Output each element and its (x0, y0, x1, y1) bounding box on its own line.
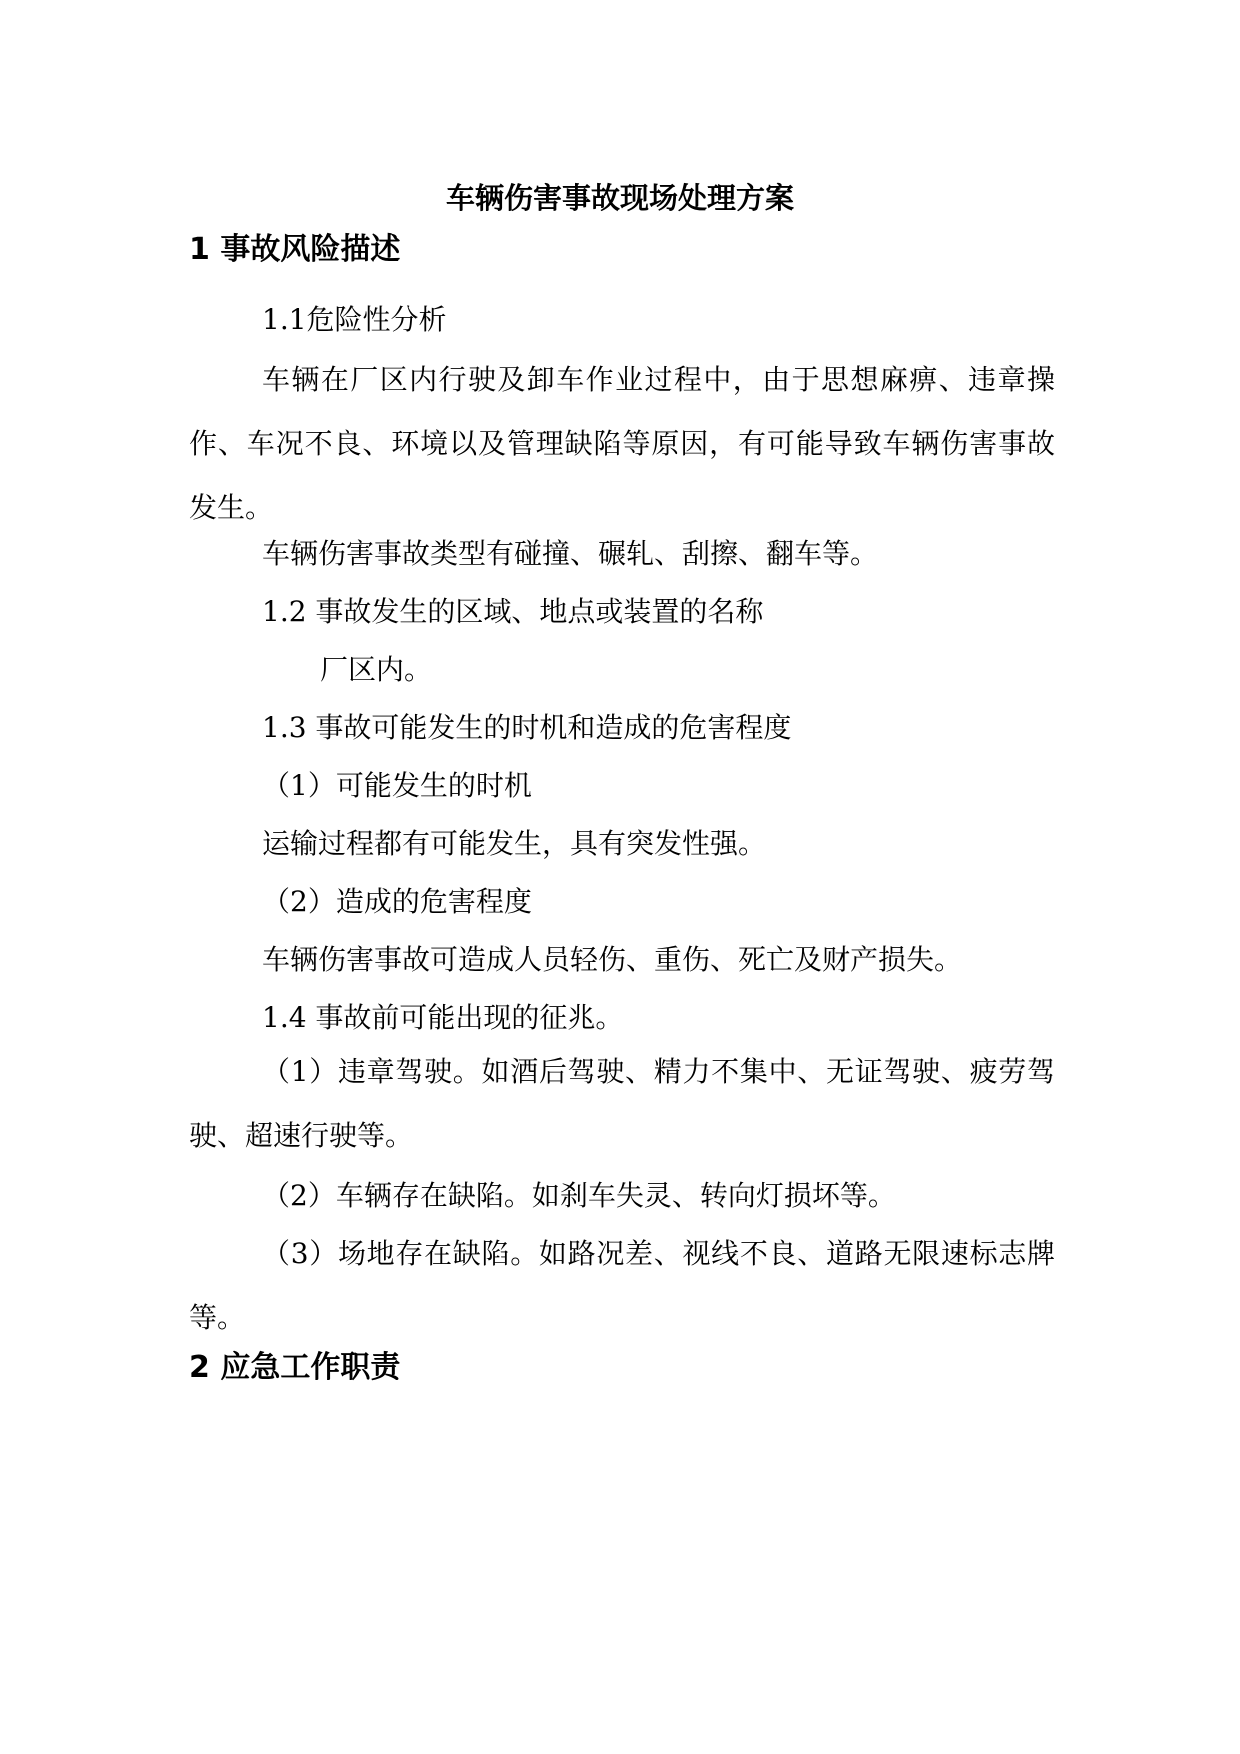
section-1-3-sub-1-text: 运输过程都有可能发生，具有突发性强。 (262, 827, 767, 860)
section-1-3-subheading-1: （1）可能发生的时机 (262, 769, 532, 802)
section-1-3-subheading-2: （2）造成的危害程度 (262, 885, 532, 918)
section-1-1-paragraph-1: 车辆在厂区内行驶及卸车作业过程中，由于思想麻痹、违章操作、车况不良、环境以及管理缺陷等原因，有可能导致车辆伤害事故发生。 (189, 363, 1055, 524)
section-1-4-heading: 1.4 事故前可能出现的征兆。 (262, 1001, 624, 1034)
section-1-1-paragraph-2: 车辆伤害事故类型有碰撞、碾轧、刮擦、翻车等。 (262, 537, 879, 570)
section-1-3-sub-2-text: 车辆伤害事故可造成人员轻伤、重伤、死亡及财产损失。 (262, 943, 963, 976)
section-1-4-item-3: （3）场地存在缺陷。如路况差、视线不良、道路无限速标志牌等。 (189, 1237, 1055, 1334)
section-1-4-item-1: （1）违章驾驶。如酒后驾驶、精力不集中、无证驾驶、疲劳驾驶、超速行驶等。 (189, 1055, 1055, 1152)
document-title: 车辆伤害事故现场处理方案 (445, 181, 794, 215)
section-1-2-heading: 1.2 事故发生的区域、地点或装置的名称 (262, 595, 764, 628)
section-1-1-heading: 1.1危险性分析 (262, 303, 447, 336)
section-1-4-item-2: （2）车辆存在缺陷。如刹车失灵、转向灯损坏等。 (262, 1179, 896, 1212)
section-1-3-heading: 1.3 事故可能发生的时机和造成的危害程度 (262, 711, 792, 744)
section-1-heading: 1 事故风险描述 (189, 232, 401, 267)
section-1-2-text: 厂区内。 (320, 653, 433, 686)
section-2-heading: 2 应急工作职责 (189, 1350, 401, 1385)
